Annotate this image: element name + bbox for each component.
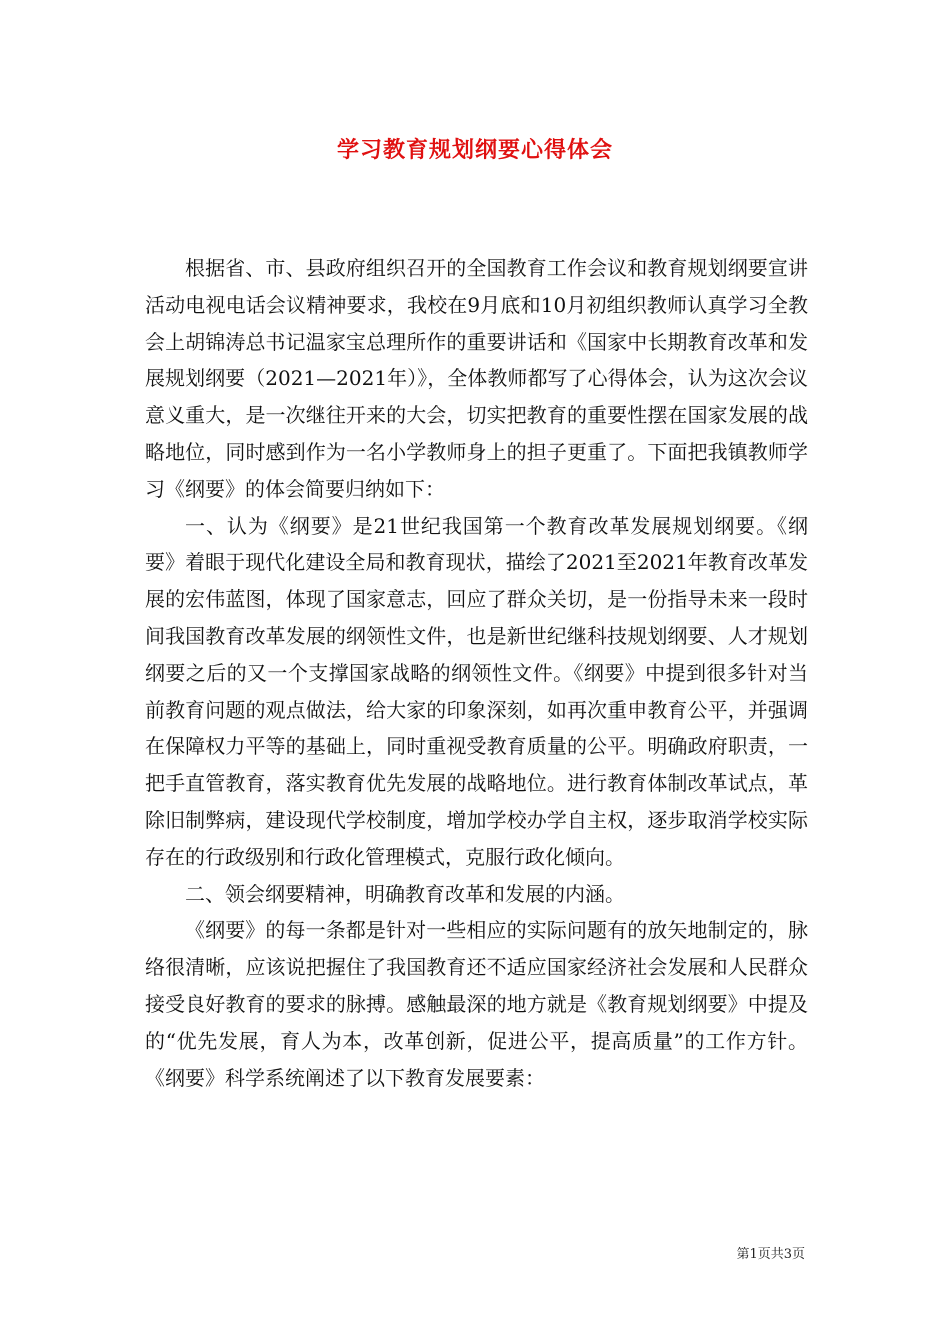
page-number: 第1页共3页 <box>736 1247 805 1262</box>
paragraph-point-one: 一、认为《纲要》是21世纪我国第一个教育改革发展规划纲要。《纲要》着眼于现代化建设全局和教育现状，描绘了2021至2021年教育改革发展的宏伟蓝图，体现了国家意志，回应了群众关切，是一份指导未来一段时间我国教育改革发展的纲领性文件，也是新世纪继科技规划纲要、人才规划纲要之后的又一个支撑国家战略的纲领性文件。《纲要》中提到很多针对当前教育问题的观点做法，给大家的印象深刻，如再次重申教育公平，并强调在保障权力平等的基础上，同时重视受教育质量的公平。明确政府职责，一把手直管教育，落实教育优先发展的战略地位。进行教育体制改革试点，革除旧制弊病，建设现代学校制度，增加学校办学自主权，逐步取消学校实际存在的行政级别和行政化管理模式，克服行政化倾向。 <box>145 513 808 869</box>
document-body <box>145 250 808 1096</box>
paragraph-intro: 根据省、市、县政府组织召开的全国教育工作会议和教育规划纲要宣讲活动电视电话会议精神要求，我校在9月底和10月初组织教师认真学习全教会上胡锦涛总书记温家宝总理所作的重要讲话和《国家中长期教育改革和发展规划纲要（2021—2021年）》，全体教师都写了心得体会，认为这次会议意义重大，是一次继往开来的大会，切实把教育的重要性摆在国家发展的战略地位，同时感到作为一名小学教师身上的担子更重了。下面把我镇教师学习《纲要》的体会简要归纳如下： <box>145 256 808 501</box>
paragraph-point-two-heading: 二、领会纲要精神，明确教育改革和发展的内涵。 <box>185 881 625 906</box>
document-title: 学习教育规划纲要心得体会 <box>336 137 613 163</box>
paragraph-point-two-body: 《纲要》的每一条都是针对一些相应的实际问题有的放矢地制定的，脉络很清晰，应该说把握住了我国教育还不适应国家经济社会发展和人民群众接受良好教育的要求的脉搏。感触最深的地方就是《教育规划纲要》中提及的“优先发展，育人为本，改革创新，促进公平，提高质量”的工作方针。《纲要》科学系统阐述了以下教育发展要素： <box>145 918 808 1090</box>
